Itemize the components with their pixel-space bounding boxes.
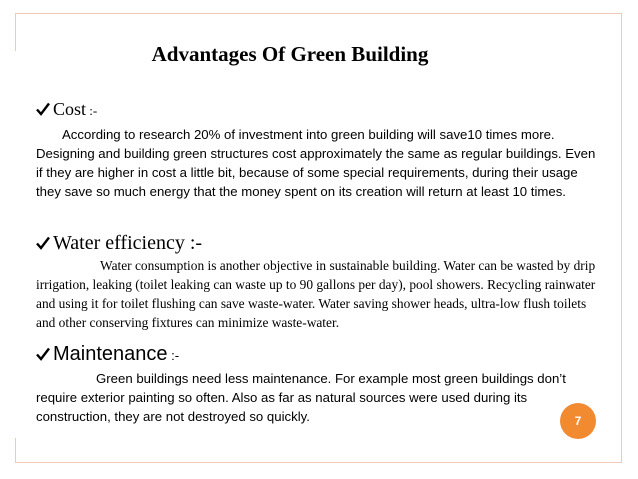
water-efficiency-heading-text: Water efficiency :-: [53, 232, 203, 254]
maintenance-heading: [36, 343, 179, 366]
slide-title-text: Advantages Of Green Building: [151, 42, 429, 66]
slide-frame-bottom: [15, 462, 621, 463]
cost-heading: [36, 99, 97, 120]
slide-frame-top: [15, 13, 621, 14]
checkmark-icon: [36, 347, 50, 361]
maintenance-paragraph: Green buildings need less maintenance. For example most green buildings don’t require exterior painting so often. Also as far as natural sources were used during its construction, they are not destroyed so quickly.: [36, 371, 566, 424]
slide-frame-left-bottom: [15, 438, 16, 463]
maintenance-heading-text: Maintenance: [53, 343, 168, 365]
cost-heading-suffix: :-: [86, 103, 98, 118]
page-number-badge: [560, 403, 596, 439]
slide-frame-right: [621, 13, 622, 463]
checkmark-icon: [36, 102, 50, 116]
slide-title: [0, 42, 580, 67]
water-efficiency-heading: [36, 232, 202, 255]
cost-paragraph: According to research 20% of investment into green building will save10 times more. Designing and building green structures cost approximately the same as regular buildings. Even if they are higher in cost a little bit, because of some special requirements, during their usage they save so much energy that the money spent on its creation will return at least 10 times.: [36, 127, 596, 199]
water-efficiency-paragraph: Water consumption is another objective in sustainable building. Water can be wasted by drip irrigation, leaking (toilet leaking can waste up to 90 gallons per day), pool showers. Recycling rainwater and using it for toilet flushing can save waste-water. Water saving shower heads, ultra-low flush toilets and other conserving fixtures can minimize waste-water.: [36, 258, 596, 330]
page-number: 7: [574, 414, 582, 428]
maintenance-heading-suffix: :-: [167, 348, 180, 363]
checkmark-icon: [36, 236, 50, 250]
cost-heading-text: Cost: [53, 99, 87, 119]
